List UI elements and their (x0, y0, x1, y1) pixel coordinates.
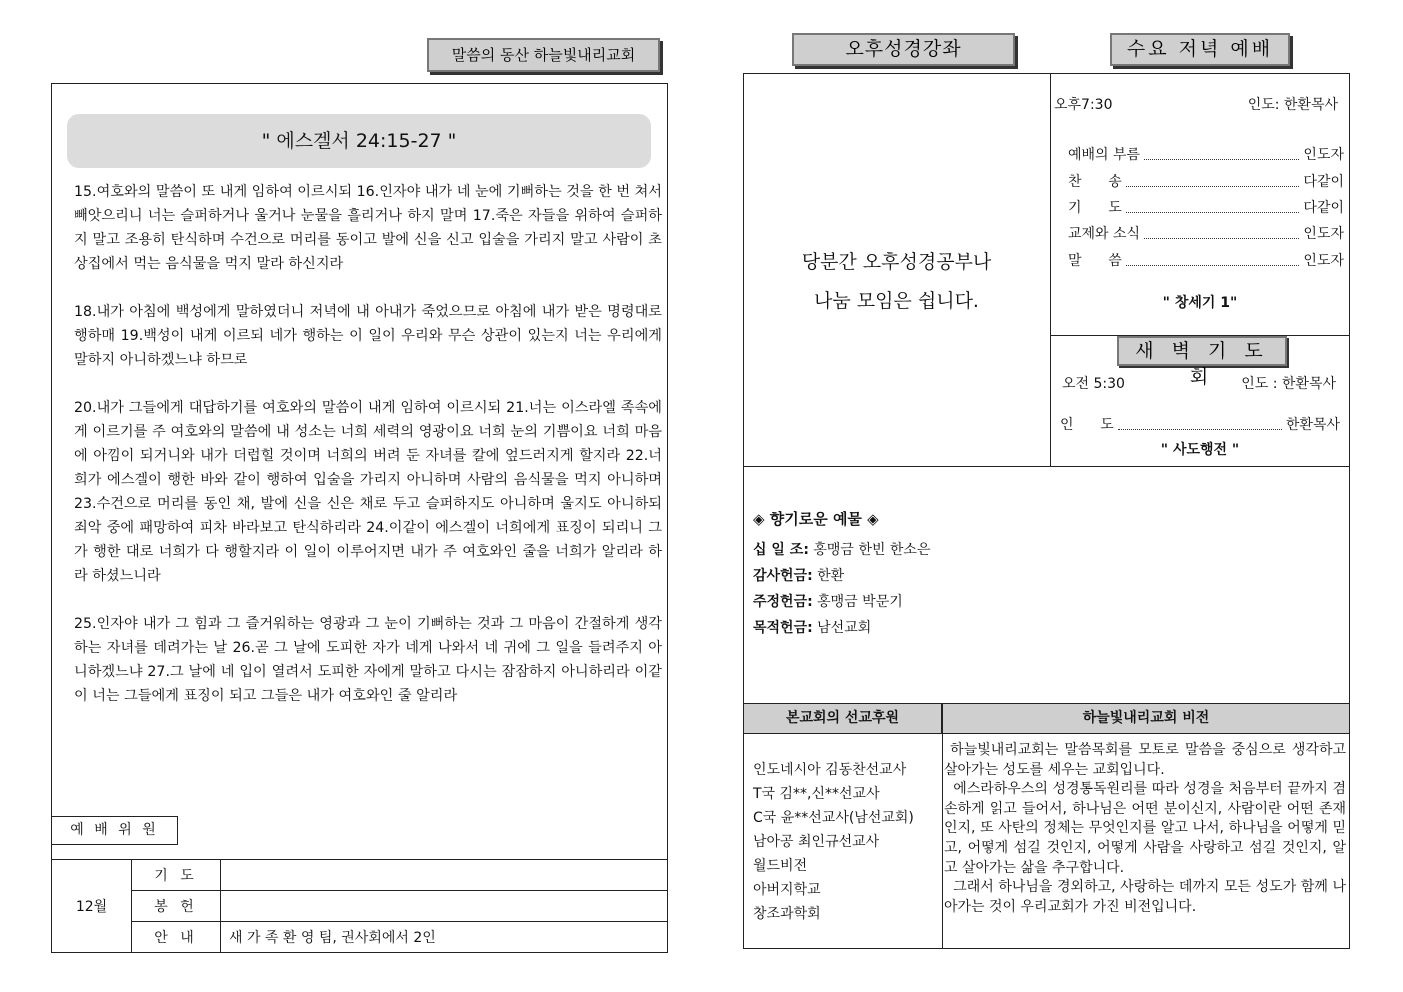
notice-line: 나눔 모임은 쉽니다. (814, 290, 979, 312)
vision-header: 하늘빛내리교회 비전 (942, 703, 1350, 734)
dawn-lead-name: 한환목사 (1285, 417, 1340, 433)
afternoon-bible-class-title: 오후성경강좌 (792, 33, 1015, 66)
offering-label: 감사헌금: (753, 568, 813, 584)
staff-role: 기 도 (132, 860, 221, 891)
list-item: C국 윤**선교사(남선교회) (753, 810, 914, 826)
order-item-label: 말 씀 (1068, 253, 1122, 269)
staff-month: 12월 (52, 860, 132, 953)
column-divider (1050, 73, 1051, 466)
staff-value: 새 가 족 환 영 팀, 권사회에서 2인 (221, 922, 668, 953)
staff-role: 봉 헌 (132, 891, 221, 922)
order-item-label: 교제와 소식 (1068, 226, 1141, 242)
order-item (1068, 250, 1344, 270)
table-row (52, 922, 668, 953)
church-name-tag: 말씀의 동산 하늘빛내리교회 (427, 38, 660, 72)
column-divider (942, 734, 943, 949)
scripture-paragraph: 20.내가 그들에게 대답하기를 여호와의 말씀이 내게 임하여 이르시되 21.너는 이스라엘 족속에게 이르기를 주 여호와의 말씀에 내 성소는 너희 세력의 영광이요 너희 눈의 기쁨이요 너희 마음에 아낌이 되거니와 내가 더럽힐 것이며 너희의 버려 둔 자녀를 칼에 엎드러지게 할지라 22.너희가 에스겔이 행한 바와 같이 행하여 입술을 가리지 아니하며 사람의 음식물을 먹지 아니하며 23.수건으로 머리를 동인 채, 발에 신을 신은 채로 두고 슬퍼하지도 아니하며 울지도 아니하되 죄악 중에 패망하여 피차 바라보고 탄식하리라 24.이같이 에스겔이 너희에게 표징이 되리니 그가 행한 대로 너희가 다 행할지라 이 일이 이루어지면 내가 주 여호와인 줄을 너희가 알리라 하라 하셨느니라 (74, 400, 662, 584)
order-item-label: 찬 송 (1068, 174, 1122, 190)
scripture-paragraph: 15.여호와의 말씀이 또 내게 임하여 이르시되 16.인자야 내가 네 눈에 기뻐하는 것을 한 번 쳐서 빼앗으리니 너는 슬퍼하거나 울거나 눈물을 흘리거나 하지 말며 17.죽은 자들을 위하여 슬퍼하지 말고 조용히 탄식하며 수건으로 머리를 동이고 발에 신을 신고 입술을 가리지 말고 사람이 초상집에서 먹는 음식물을 먹지 말라 하신지라 (74, 184, 662, 272)
offering-label: 십 일 조: (753, 542, 809, 558)
missions-header: 본교회의 선교후원 (743, 703, 942, 734)
order-item (1068, 223, 1344, 243)
section-divider (743, 466, 1350, 467)
offering-names: 한환 (812, 568, 845, 584)
notice-line: 당분간 오후성경공부나 (801, 251, 992, 273)
staff-value (221, 860, 668, 891)
order-item-label: 예배의 부름 (1068, 147, 1141, 163)
order-item-who: 다같이 (1303, 200, 1344, 216)
offering-label: 목적헌금: (753, 620, 813, 636)
offering-line (753, 589, 1333, 615)
staff-value (221, 891, 668, 922)
dawn-lead-label: 인 도 (1060, 417, 1114, 433)
offering-heading: ◈ 향기로운 예물 ◈ (753, 510, 879, 528)
vision-paragraph: 그래서 하나님을 경외하고, 사랑하는 데까지 모든 성도가 함께 나아가는 것이 우리교회가 가진 비전입니다. (944, 879, 1346, 915)
wednesday-sermon-title: " 창세기 1" (1162, 295, 1238, 311)
offering-names: 홍맹금 박문기 (812, 594, 903, 610)
dawn-sermon-title: " 사도행전 " (1160, 442, 1240, 458)
list-item: 아버지학교 (753, 882, 821, 898)
order-item-who: 인도자 (1303, 226, 1344, 242)
dawn-prayer-title: 새 벽 기 도 회 (1117, 336, 1287, 366)
afternoon-notice (748, 243, 1045, 321)
dawn-leader: 인도 : 한환목사 (1241, 376, 1336, 392)
offering-line (753, 615, 1333, 641)
list-item: 남아공 최인규선교사 (753, 834, 880, 850)
vision-text (944, 741, 1351, 917)
dawn-lead-row (1060, 414, 1340, 434)
order-item (1068, 171, 1344, 191)
order-item (1068, 144, 1344, 164)
list-item: T국 김**,신**선교사 (753, 786, 880, 802)
worship-staff-label: 예 배 위 원 (51, 816, 178, 845)
order-item-who: 인도자 (1303, 147, 1344, 163)
order-item-who: 다같이 (1303, 174, 1344, 190)
list-item: 인도네시아 김동찬선교사 (753, 762, 907, 778)
offering-names: 남선교회 (812, 620, 872, 636)
vision-paragraph: 하늘빛내리교회는 말씀목회를 모토로 말씀을 중심으로 생각하고 살아가는 성도를 세우는 교회입니다. (944, 742, 1351, 778)
missions-list (753, 758, 939, 926)
table-row (52, 860, 668, 891)
offering-section (753, 508, 1333, 641)
offering-label: 주정헌금: (753, 594, 813, 610)
wednesday-leader: 인도: 한환목사 (1247, 97, 1338, 113)
staff-role: 안 내 (132, 922, 221, 953)
list-item: 월드비전 (753, 858, 808, 874)
order-item-label: 기 도 (1068, 200, 1122, 216)
offering-line (753, 537, 1333, 563)
dawn-time-row (1062, 373, 1336, 393)
wednesday-time-row (1054, 94, 1338, 114)
scripture-text (74, 180, 662, 732)
scripture-paragraph: 25.인자야 내가 그 힘과 그 즐거워하는 영광과 그 눈이 기뻐하는 것과 그 마음이 간절하게 생각하는 자녀를 데려가는 날 26.곧 그 날에 도피한 자가 네게 나와서 네 귀에 그 일을 들려주지 아니하겠느냐 27.그 날에 네 입이 열려서 도피한 자에게 말하고 다시는 잠잠하지 아니하리라 이같이 너는 그들에게 표징이 되고 그들은 내가 여호와인 줄 알리라 (74, 616, 662, 704)
wednesday-time: 오후7:30 (1054, 97, 1113, 113)
scripture-paragraph: 18.내가 아침에 백성에게 말하였더니 저녁에 내 아내가 죽었으므로 아침에 내가 받은 명령대로 행하매 19.백성이 내게 이르되 네가 행하는 이 일이 우리와 무슨 상관이 있는지 너는 우리에게 말하지 아니하겠느냐 하므로 (74, 304, 662, 368)
order-item (1068, 197, 1344, 217)
offering-names: 홍맹금 한빈 한소은 (808, 542, 931, 558)
order-item-who: 인도자 (1303, 253, 1344, 269)
worship-staff-table (51, 859, 668, 953)
list-item: 창조과학회 (753, 906, 821, 922)
dawn-time: 오전 5:30 (1062, 376, 1125, 392)
vision-paragraph: 에스라하우스의 성경통독원리를 따라 성경을 처음부터 끝까지 겸손하게 읽고 들어서, 하나님은 어떤 분이신지, 사람이란 어떤 존재인지, 또 사탄의 정체는 무엇인지를 알고 나서, 하나님을 어떻게 믿고, 어떻게 섬길 것인지, 어떻게 사람을 사랑하고 섬길 것인지, 알고 살아가는 삶을 추구합니다. (944, 781, 1346, 876)
scripture-title: " 에스겔서 24:15-27 " (67, 114, 651, 168)
table-row (52, 891, 668, 922)
offering-line (753, 563, 1333, 589)
wednesday-service-title: 수요 저녁 예배 (1110, 33, 1290, 66)
